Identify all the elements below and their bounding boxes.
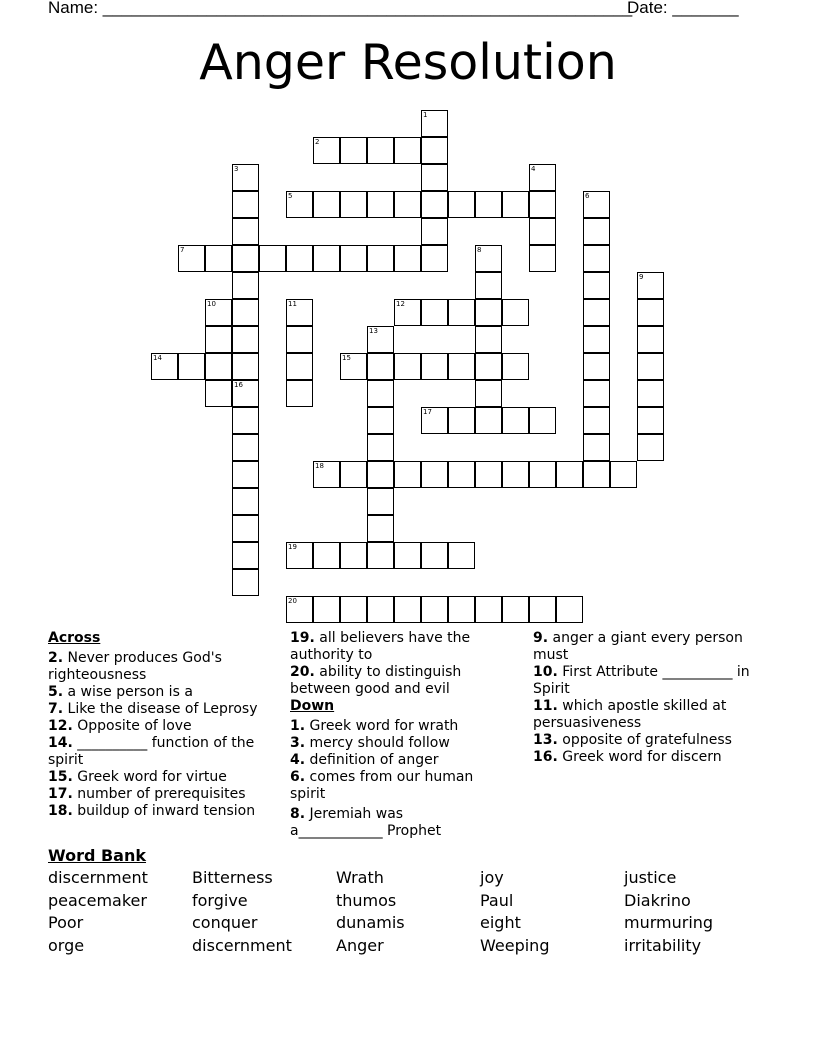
grid-cell[interactable] <box>232 461 259 488</box>
grid-cell[interactable] <box>502 461 529 488</box>
word-bank-item: Bitterness <box>192 868 273 887</box>
grid-cell[interactable] <box>475 191 502 218</box>
clue-across-2: 2. Never produces God's righteousness <box>48 650 222 683</box>
grid-cell[interactable] <box>286 380 313 407</box>
date-field-label: Date: _______ <box>627 0 739 17</box>
grid-cell[interactable] <box>421 461 448 488</box>
grid-cell[interactable] <box>313 542 340 569</box>
grid-cell[interactable] <box>583 326 610 353</box>
clue-down-3: 3. mercy should follow <box>290 735 450 751</box>
grid-cell[interactable] <box>637 272 664 299</box>
grid-cell[interactable] <box>475 326 502 353</box>
grid-cell[interactable] <box>394 137 421 164</box>
clue-down-10: 10. First Attribute __________ in Spirit <box>533 664 750 697</box>
grid-cell[interactable] <box>340 461 367 488</box>
clue-number: 12 <box>396 300 405 308</box>
clue-across-12: 12. Opposite of love <box>48 718 192 734</box>
clue-number: 4 <box>531 165 536 173</box>
grid-cell[interactable] <box>232 434 259 461</box>
clue-across-5: 5. a wise person is a <box>48 684 193 700</box>
grid-cell[interactable] <box>286 596 313 623</box>
grid-cell[interactable] <box>313 596 340 623</box>
grid-cell[interactable] <box>448 407 475 434</box>
grid-cell[interactable] <box>286 353 313 380</box>
grid-cell[interactable] <box>448 299 475 326</box>
grid-cell[interactable] <box>232 569 259 596</box>
name-field-label: Name: ________________________________________________________ <box>48 0 633 17</box>
grid-cell[interactable] <box>367 137 394 164</box>
grid-cell[interactable] <box>232 191 259 218</box>
grid-cell[interactable] <box>367 542 394 569</box>
clue-number: 14 <box>153 354 162 362</box>
grid-cell[interactable] <box>367 515 394 542</box>
grid-cell[interactable] <box>367 326 394 353</box>
grid-cell[interactable] <box>637 299 664 326</box>
grid-cell[interactable] <box>583 218 610 245</box>
word-bank-item: conquer <box>192 913 258 932</box>
grid-cell[interactable] <box>286 326 313 353</box>
grid-cell[interactable] <box>637 434 664 461</box>
grid-cell[interactable] <box>421 542 448 569</box>
clues-column-2 <box>290 630 490 840</box>
grid-cell[interactable] <box>448 353 475 380</box>
grid-cell[interactable] <box>475 245 502 272</box>
grid-cell[interactable] <box>205 245 232 272</box>
grid-cell[interactable] <box>583 245 610 272</box>
grid-cell[interactable] <box>205 353 232 380</box>
word-bank-item: justice <box>624 868 677 887</box>
grid-cell[interactable] <box>367 380 394 407</box>
clue-number: 10 <box>207 300 216 308</box>
across-heading: Across <box>48 630 101 646</box>
word-bank-item: peacemaker <box>48 891 147 910</box>
grid-cell[interactable] <box>286 191 313 218</box>
grid-cell[interactable] <box>178 353 205 380</box>
grid-cell[interactable] <box>583 353 610 380</box>
clue-across-19: 19. all believers have the authority to <box>290 630 471 663</box>
grid-cell[interactable] <box>556 596 583 623</box>
grid-cell[interactable] <box>583 191 610 218</box>
grid-cell[interactable] <box>475 380 502 407</box>
clue-number: 1 <box>423 111 428 119</box>
clue-number: 6 <box>585 192 590 200</box>
grid-cell[interactable] <box>340 137 367 164</box>
grid-cell[interactable] <box>232 380 259 407</box>
word-bank-item: Anger <box>336 936 384 955</box>
grid-cell[interactable] <box>394 461 421 488</box>
grid-cell[interactable] <box>556 461 583 488</box>
clue-down-6: 6. comes from our human spirit <box>290 769 474 802</box>
grid-cell[interactable] <box>232 488 259 515</box>
grid-cell[interactable] <box>367 407 394 434</box>
grid-cell[interactable] <box>259 245 286 272</box>
grid-cell[interactable] <box>367 461 394 488</box>
grid-cell[interactable] <box>421 245 448 272</box>
word-bank-item: eight <box>480 913 521 932</box>
clue-across-17: 17. number of prerequisites <box>48 786 246 802</box>
grid-cell[interactable] <box>313 137 340 164</box>
grid-cell[interactable] <box>475 596 502 623</box>
grid-cell[interactable] <box>475 407 502 434</box>
clue-across-18: 18. buildup of inward tension <box>48 803 256 819</box>
grid-cell[interactable] <box>529 191 556 218</box>
grid-cell[interactable] <box>340 353 367 380</box>
grid-cell[interactable] <box>421 407 448 434</box>
clue-number: 19 <box>288 543 297 551</box>
grid-cell[interactable] <box>475 353 502 380</box>
clue-number: 18 <box>315 462 324 470</box>
grid-cell[interactable] <box>286 542 313 569</box>
grid-cell[interactable] <box>421 596 448 623</box>
grid-cell[interactable] <box>583 380 610 407</box>
grid-cell[interactable] <box>394 596 421 623</box>
clue-number: 17 <box>423 408 432 416</box>
clue-across-14: 14. __________ function of the spirit <box>48 735 255 768</box>
word-bank-item: thumos <box>336 891 397 910</box>
grid-cell[interactable] <box>232 326 259 353</box>
grid-cell[interactable] <box>340 542 367 569</box>
grid-cell[interactable] <box>448 461 475 488</box>
grid-cell[interactable] <box>583 272 610 299</box>
clues-column-3 <box>533 630 763 766</box>
word-bank-item: discernment <box>192 936 292 955</box>
down-heading: Down <box>290 698 335 714</box>
grid-cell[interactable] <box>232 542 259 569</box>
grid-cell[interactable] <box>448 542 475 569</box>
clue-across-15: 15. Greek word for virtue <box>48 769 227 785</box>
word-bank-item: forgive <box>192 891 248 910</box>
grid-cell[interactable] <box>232 218 259 245</box>
grid-cell[interactable] <box>637 407 664 434</box>
grid-cell[interactable] <box>421 164 448 191</box>
grid-cell[interactable] <box>502 407 529 434</box>
grid-cell[interactable] <box>583 407 610 434</box>
grid-cell[interactable] <box>421 299 448 326</box>
grid-cell[interactable] <box>367 488 394 515</box>
clue-across-20: 20. ability to distinguish between good and evil <box>290 664 462 697</box>
clue-across-7: 7. Like the disease of Leprosy <box>48 701 258 717</box>
grid-cell[interactable] <box>232 164 259 191</box>
grid-cell[interactable] <box>475 461 502 488</box>
clue-down-4: 4. definition of anger <box>290 752 439 768</box>
grid-cell[interactable] <box>394 299 421 326</box>
clue-number: 3 <box>234 165 239 173</box>
grid-cell[interactable] <box>313 191 340 218</box>
grid-cell[interactable] <box>448 191 475 218</box>
grid-cell[interactable] <box>502 299 529 326</box>
word-bank-item: Wrath <box>336 868 384 887</box>
clue-number: 15 <box>342 354 351 362</box>
grid-cell[interactable] <box>448 596 475 623</box>
grid-cell[interactable] <box>286 245 313 272</box>
grid-cell[interactable] <box>178 245 205 272</box>
grid-cell[interactable] <box>421 137 448 164</box>
grid-cell[interactable] <box>529 461 556 488</box>
clue-number: 11 <box>288 300 297 308</box>
clue-down-11: 11. which apostle skilled at persuasiveness <box>533 698 727 731</box>
word-bank-title: Word Bank <box>48 846 147 865</box>
grid-cell[interactable] <box>637 380 664 407</box>
grid-cell[interactable] <box>340 191 367 218</box>
grid-cell[interactable] <box>232 245 259 272</box>
clue-number: 2 <box>315 138 320 146</box>
grid-cell[interactable] <box>151 353 178 380</box>
grid-cell[interactable] <box>529 218 556 245</box>
grid-cell[interactable] <box>421 110 448 137</box>
grid-cell[interactable] <box>583 299 610 326</box>
clue-down-9: 9. anger a giant every person must <box>533 630 743 663</box>
clue-number: 8 <box>477 246 482 254</box>
grid-cell[interactable] <box>367 596 394 623</box>
grid-cell[interactable] <box>205 326 232 353</box>
grid-cell[interactable] <box>205 380 232 407</box>
grid-cell[interactable] <box>529 164 556 191</box>
grid-cell[interactable] <box>394 353 421 380</box>
word-bank-item: dunamis <box>336 913 405 932</box>
grid-cell[interactable] <box>502 596 529 623</box>
word-bank-item: discernment <box>48 868 148 887</box>
clue-down-8: 8. Jeremiah was a____________ Prophet <box>290 806 442 839</box>
grid-cell[interactable] <box>394 245 421 272</box>
grid-cell[interactable] <box>421 191 448 218</box>
grid-cell[interactable] <box>340 245 367 272</box>
grid-cell[interactable] <box>475 299 502 326</box>
grid-cell[interactable] <box>529 407 556 434</box>
grid-cell[interactable] <box>313 245 340 272</box>
grid-cell[interactable] <box>502 353 529 380</box>
grid-cell[interactable] <box>529 245 556 272</box>
grid-cell[interactable] <box>583 461 610 488</box>
clue-down-16: 16. Greek word for discern <box>533 749 722 765</box>
grid-cell[interactable] <box>205 299 232 326</box>
grid-cell[interactable] <box>637 353 664 380</box>
grid-cell[interactable] <box>232 272 259 299</box>
clue-down-13: 13. opposite of gratefulness <box>533 732 732 748</box>
grid-cell[interactable] <box>367 353 394 380</box>
clue-down-1: 1. Greek word for wrath <box>290 718 459 734</box>
word-bank-item: Poor <box>48 913 84 932</box>
grid-cell[interactable] <box>367 245 394 272</box>
grid-cell[interactable] <box>394 191 421 218</box>
page-title: Anger Resolution <box>199 34 617 91</box>
grid-cell[interactable] <box>286 299 313 326</box>
clue-number: 13 <box>369 327 378 335</box>
grid-cell[interactable] <box>529 596 556 623</box>
grid-cell[interactable] <box>232 299 259 326</box>
grid-cell[interactable] <box>313 461 340 488</box>
word-bank-item: Weeping <box>480 936 550 955</box>
clues-column-1 <box>48 630 268 820</box>
grid-cell[interactable] <box>421 218 448 245</box>
grid-cell[interactable] <box>232 407 259 434</box>
word-bank-item: murmuring <box>624 913 714 932</box>
word-bank-item: Paul <box>480 891 514 910</box>
clue-number: 7 <box>180 246 185 254</box>
grid-cell[interactable] <box>610 461 637 488</box>
clue-number: 20 <box>288 597 297 605</box>
word-bank-item: Diakrino <box>624 891 691 910</box>
word-bank-item: orge <box>48 936 85 955</box>
clue-number: 16 <box>234 381 243 389</box>
grid-cell[interactable] <box>475 272 502 299</box>
clue-number: 5 <box>288 192 293 200</box>
grid-cell[interactable] <box>367 191 394 218</box>
grid-cell[interactable] <box>232 353 259 380</box>
grid-cell[interactable] <box>340 596 367 623</box>
grid-cell[interactable] <box>232 515 259 542</box>
grid-cell[interactable] <box>421 353 448 380</box>
grid-cell[interactable] <box>502 191 529 218</box>
grid-cell[interactable] <box>583 434 610 461</box>
grid-cell[interactable] <box>367 434 394 461</box>
clue-number: 9 <box>639 273 644 281</box>
grid-cell[interactable] <box>637 326 664 353</box>
word-bank-item: irritability <box>624 936 702 955</box>
word-bank-item: joy <box>480 868 504 887</box>
grid-cell[interactable] <box>394 542 421 569</box>
